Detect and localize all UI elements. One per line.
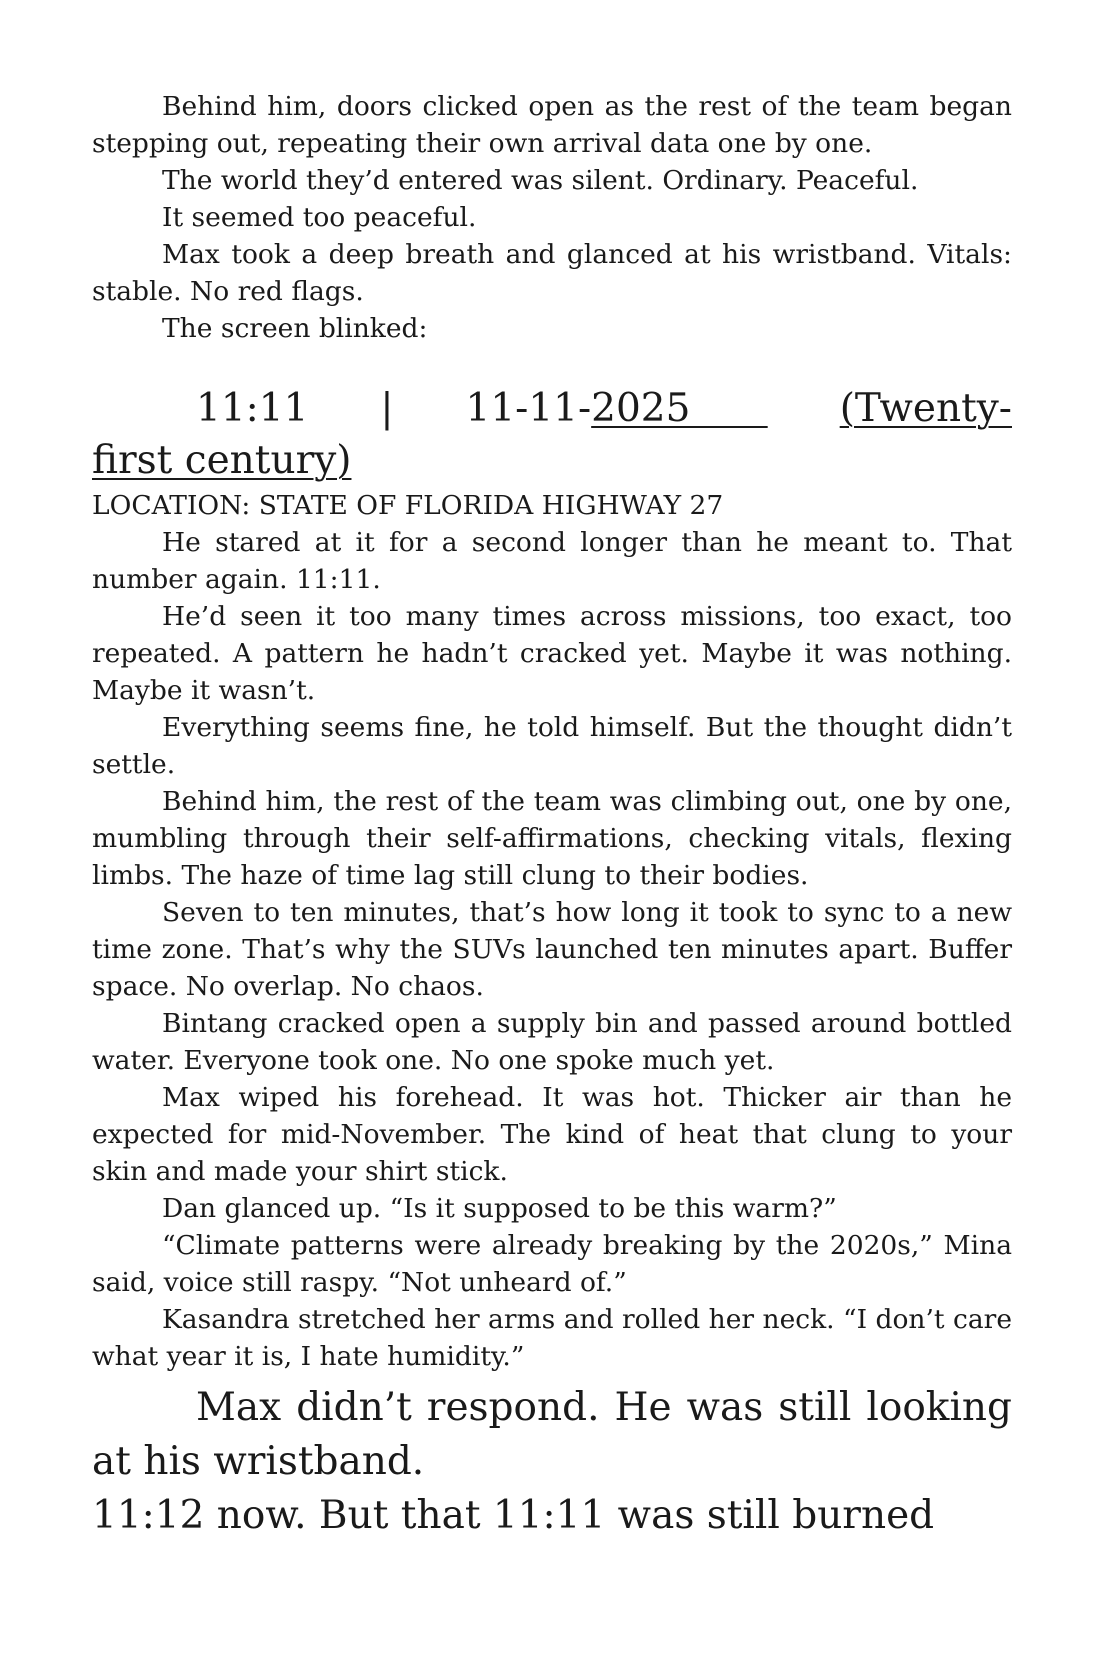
paragraph: Kasandra stretched her arms and rolled her neck. “I don’t care what year it is, I hate humidity.” [92,1304,1012,1372]
paragraph: The screen blinked: [162,313,428,344]
timestamp-era: (Twenty-first century) [92,386,1012,483]
timestamp-separator: | [380,386,394,431]
section-gap [92,347,1012,383]
paragraph: Behind him, the rest of the team was climbing out, one by one, mumbling through their self-affirmations, checking vitals, flexing limbs. The haze of time lag still clung to their bodies. [92,786,1012,891]
paragraph: Bintang cracked open a supply bin and passed around bottled water. Everyone took one. No one spoke much yet. [92,1008,1012,1076]
paragraph: “Climate patterns were already breaking by the 2020s,” Mina said, voice still raspy. “Not unheard of.” [92,1230,1012,1298]
paragraph: Max wiped his forehead. It was hot. Thicker air than he expected for mid-November. The kind of heat that clung to your skin and made your shirt stick. [92,1082,1012,1187]
timestamp-line [92,383,1012,487]
paragraph: Max took a deep breath and glanced at his wristband. Vitals: stable. No red flags. [92,239,1012,307]
timestamp-year: 2025 [591,386,768,431]
paragraph: Seven to ten minutes, that’s how long it took to sync to a new time zone. That’s why the SUVs launched ten minutes apart. Buffer space. No overlap. No chaos. [92,897,1012,1002]
document-page [92,88,1012,1543]
paragraph: He’d seen it too many times across missions, too exact, too repeated. A pattern he hadn’t cracked yet. Maybe it was nothing. Maybe it wasn’t. [92,601,1012,706]
paragraph: Dan glanced up. “Is it supposed to be this warm?” [162,1193,837,1224]
paragraph: Everything seems fine, he told himself. But the thought didn’t settle. [92,712,1012,780]
paragraph: He stared at it for a second longer than he meant to. That number again. 11:11. [92,527,1012,595]
location-line: LOCATION: STATE OF FLORIDA HIGHWAY 27 [92,490,724,521]
timestamp-date: 11-11- [465,386,592,431]
timestamp-time: 11:11 [196,386,309,431]
paragraph: The world they’d entered was silent. Ordinary. Peaceful. [162,165,919,196]
paragraph: It seemed too peaceful. [162,202,477,233]
large-paragraph: 11:12 now. But that 11:11 was still burned [92,1493,935,1538]
large-paragraph: Max didn’t respond. He was still looking at his wristband. [92,1385,1012,1484]
paragraph: Behind him, doors clicked open as the rest of the team began stepping out, repeating their own arrival data one by one. [92,91,1012,159]
